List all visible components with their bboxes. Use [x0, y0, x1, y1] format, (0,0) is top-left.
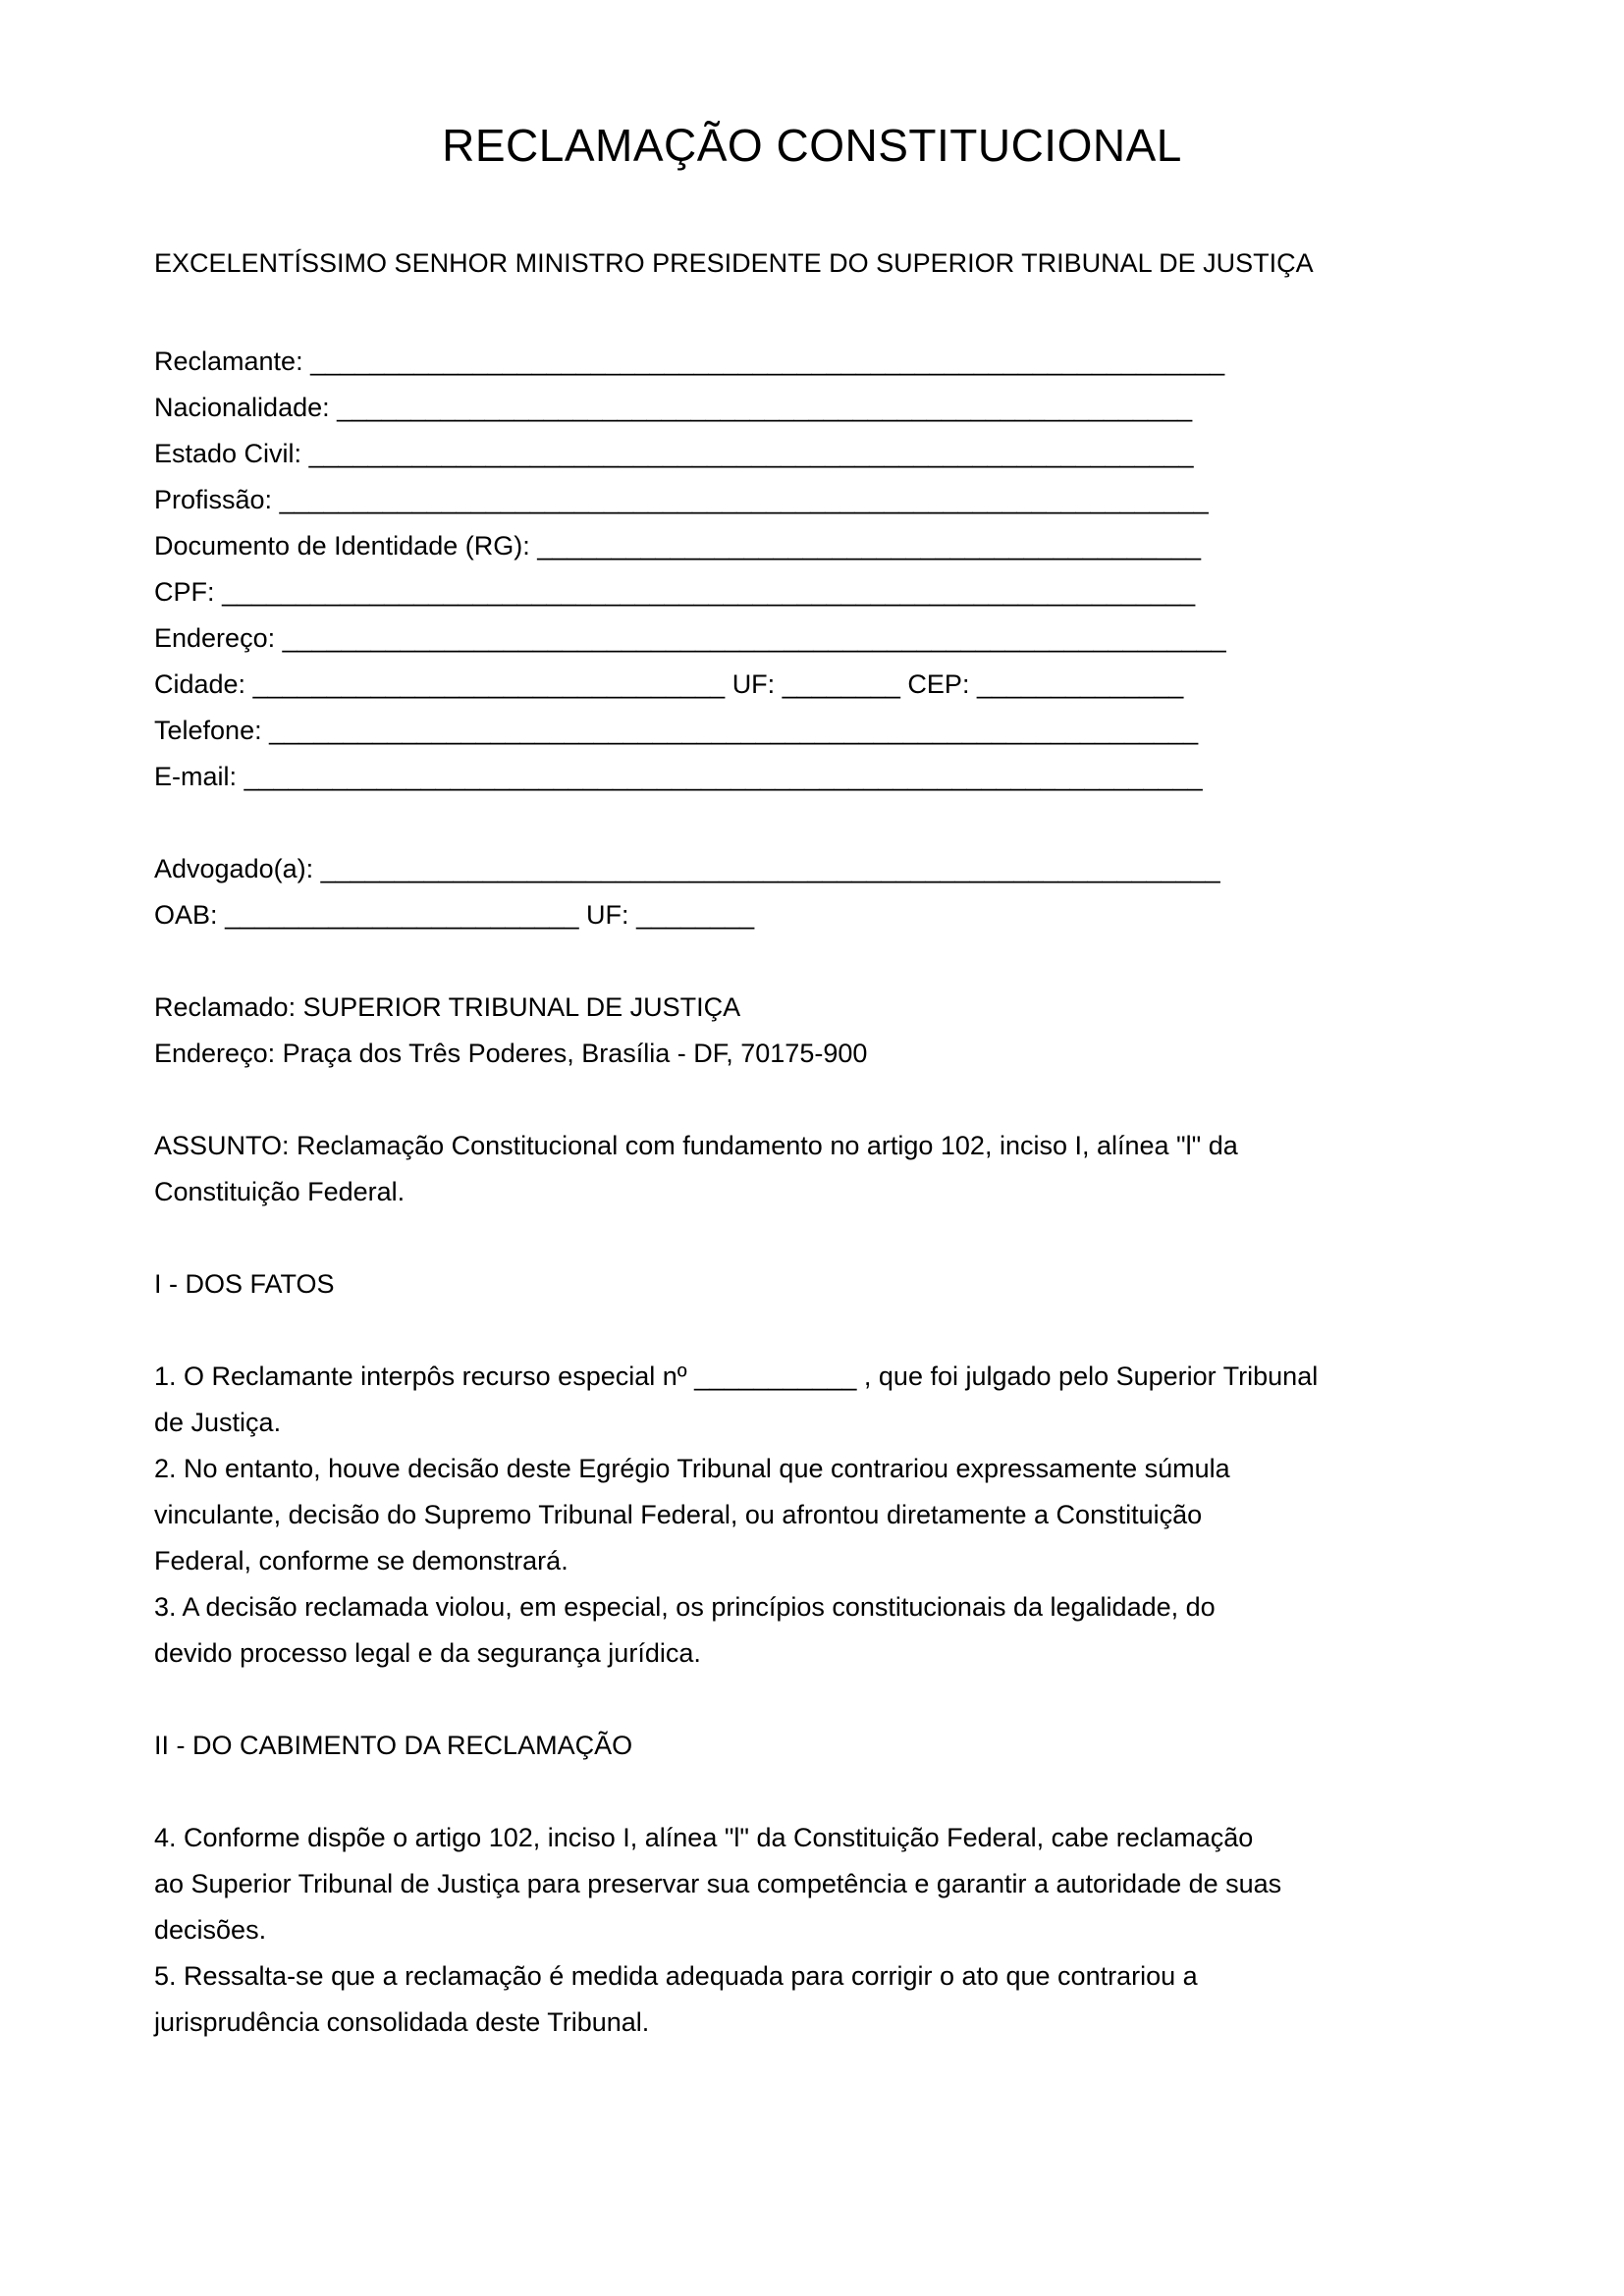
field-oab-label: OAB:: [154, 900, 218, 930]
form-field-profissao: [154, 477, 1470, 523]
field-cidade-blank[interactable]: ________________________________: [252, 669, 726, 699]
paragraph-2: [154, 1446, 1470, 1584]
claimant-form: [154, 339, 1470, 800]
paragraph-line: 2. No entanto, houve decisão deste Egrégio Tribunal que contrariou expressamente súmula: [154, 1454, 1230, 1483]
section-heading-fatos: I - DOS FATOS: [154, 1269, 335, 1299]
paragraph-line: 5. Ressalta-se que a reclamação é medida adequada para corrigir o ato que contrariou a: [154, 1961, 1198, 1991]
paragraph-5: [154, 1953, 1470, 2046]
field-reclamante-label: Reclamante:: [154, 347, 303, 376]
paragraph-line: ao Superior Tribunal de Justiça para preservar sua competência e garantir a autoridade de suas: [154, 1869, 1282, 1898]
field-estado-civil-label: Estado Civil:: [154, 439, 302, 468]
paragraph-1: [154, 1354, 1470, 1446]
paragraph-4: [154, 1815, 1470, 1953]
form-field-rg: [154, 523, 1470, 569]
document-title: RECLAMAÇÃO CONSTITUCIONAL: [442, 120, 1182, 171]
form-field-oab-uf: [154, 892, 1470, 938]
paragraph-line: Federal, conforme se demonstrará.: [154, 1546, 568, 1575]
form-field-nacionalidade: [154, 385, 1470, 431]
field-email-label: E-mail:: [154, 762, 238, 791]
field-oab-uf-label: UF:: [586, 900, 629, 930]
form-field-email: [154, 754, 1470, 800]
paragraph-line: 4. Conforme dispõe o artigo 102, inciso I, alínea "l" da Constituição Federal, cabe reclamação: [154, 1823, 1254, 1852]
paragraph-line: 3. A decisão reclamada violou, em especial, os princípios constitucionais da legalidade, do: [154, 1592, 1216, 1622]
field-advogado-blank[interactable]: _____________________________________________________________: [320, 854, 1220, 883]
assunto-section: [154, 1123, 1470, 1215]
field-nacionalidade-label: Nacionalidade:: [154, 393, 330, 422]
field-rg-label: Documento de Identidade (RG):: [154, 531, 530, 561]
form-field-cpf: [154, 569, 1470, 615]
form-field-advogado: [154, 846, 1470, 892]
field-cpf-label: CPF:: [154, 577, 215, 607]
paragraph-line: decisões.: [154, 1915, 267, 1945]
lawyer-form: [154, 846, 1470, 938]
field-oab-blank[interactable]: ________________________: [225, 900, 579, 930]
field-cep-blank[interactable]: ______________: [977, 669, 1184, 699]
recurso-numero-blank[interactable]: ___________: [694, 1362, 857, 1391]
assunto-line-2: Constituição Federal.: [154, 1177, 406, 1206]
paragraph-1-post: , que foi julgado pelo Superior Tribunal: [863, 1362, 1319, 1391]
assunto-line-1: ASSUNTO: Reclamação Constitucional com fundamento no artigo 102, inciso I, alínea "l" da: [154, 1131, 1238, 1160]
form-field-reclamante: [154, 339, 1470, 385]
field-email-blank[interactable]: _________________________________________________________________: [244, 762, 1203, 791]
field-advogado-label: Advogado(a):: [154, 854, 314, 883]
paragraph-line: [154, 1354, 1470, 1400]
field-estado-civil-blank[interactable]: ____________________________________________________________: [308, 439, 1194, 468]
field-cpf-blank[interactable]: __________________________________________________________________: [222, 577, 1196, 607]
reclamado-section: [154, 985, 1470, 1077]
field-cidade-label: Cidade:: [154, 669, 246, 699]
form-field-telefone: [154, 708, 1470, 754]
field-profissao-label: Profissão:: [154, 485, 273, 514]
reclamado-line: Reclamado: SUPERIOR TRIBUNAL DE JUSTIÇA: [154, 992, 741, 1022]
paragraph-3: [154, 1584, 1470, 1677]
form-field-estado-civil: [154, 431, 1470, 477]
field-reclamante-blank[interactable]: ______________________________________________________________: [310, 347, 1225, 376]
reclamado-endereco-line: Endereço: Praça dos Três Poderes, Brasília - DF, 70175-900: [154, 1039, 868, 1068]
paragraph-line: devido processo legal e da segurança jurídica.: [154, 1638, 701, 1668]
field-endereco-label: Endereço:: [154, 623, 276, 653]
field-telefone-label: Telefone:: [154, 716, 262, 745]
field-uf-blank[interactable]: ________: [782, 669, 900, 699]
field-rg-blank[interactable]: _____________________________________________: [537, 531, 1201, 561]
addressee-line: EXCELENTÍSSIMO SENHOR MINISTRO PRESIDENTE DO SUPERIOR TRIBUNAL DE JUSTIÇA: [154, 248, 1314, 278]
paragraph-line: de Justiça.: [154, 1408, 282, 1437]
field-nacionalidade-blank[interactable]: __________________________________________________________: [337, 393, 1193, 422]
field-telefone-blank[interactable]: _______________________________________________________________: [269, 716, 1199, 745]
field-uf-label: UF:: [731, 669, 776, 699]
field-profissao-blank[interactable]: _______________________________________________________________: [279, 485, 1209, 514]
paragraph-1-pre: 1. O Reclamante interpôs recurso especial nº: [154, 1362, 687, 1391]
paragraph-line: jurisprudência consolidada deste Tribunal.: [154, 2007, 650, 2037]
field-endereco-blank[interactable]: ________________________________________________________________: [282, 623, 1226, 653]
field-oab-uf-blank[interactable]: ________: [636, 900, 755, 930]
form-field-cidade-uf-cep: [154, 662, 1470, 708]
document-content: [154, 0, 1470, 2046]
field-cep-label: CEP:: [907, 669, 970, 699]
form-field-endereco: [154, 615, 1470, 662]
paragraph-line: vinculante, decisão do Supremo Tribunal Federal, ou afrontou diretamente a Constituição: [154, 1500, 1203, 1529]
section-heading-cabimento: II - DO CABIMENTO DA RECLAMAÇÃO: [154, 1731, 633, 1760]
